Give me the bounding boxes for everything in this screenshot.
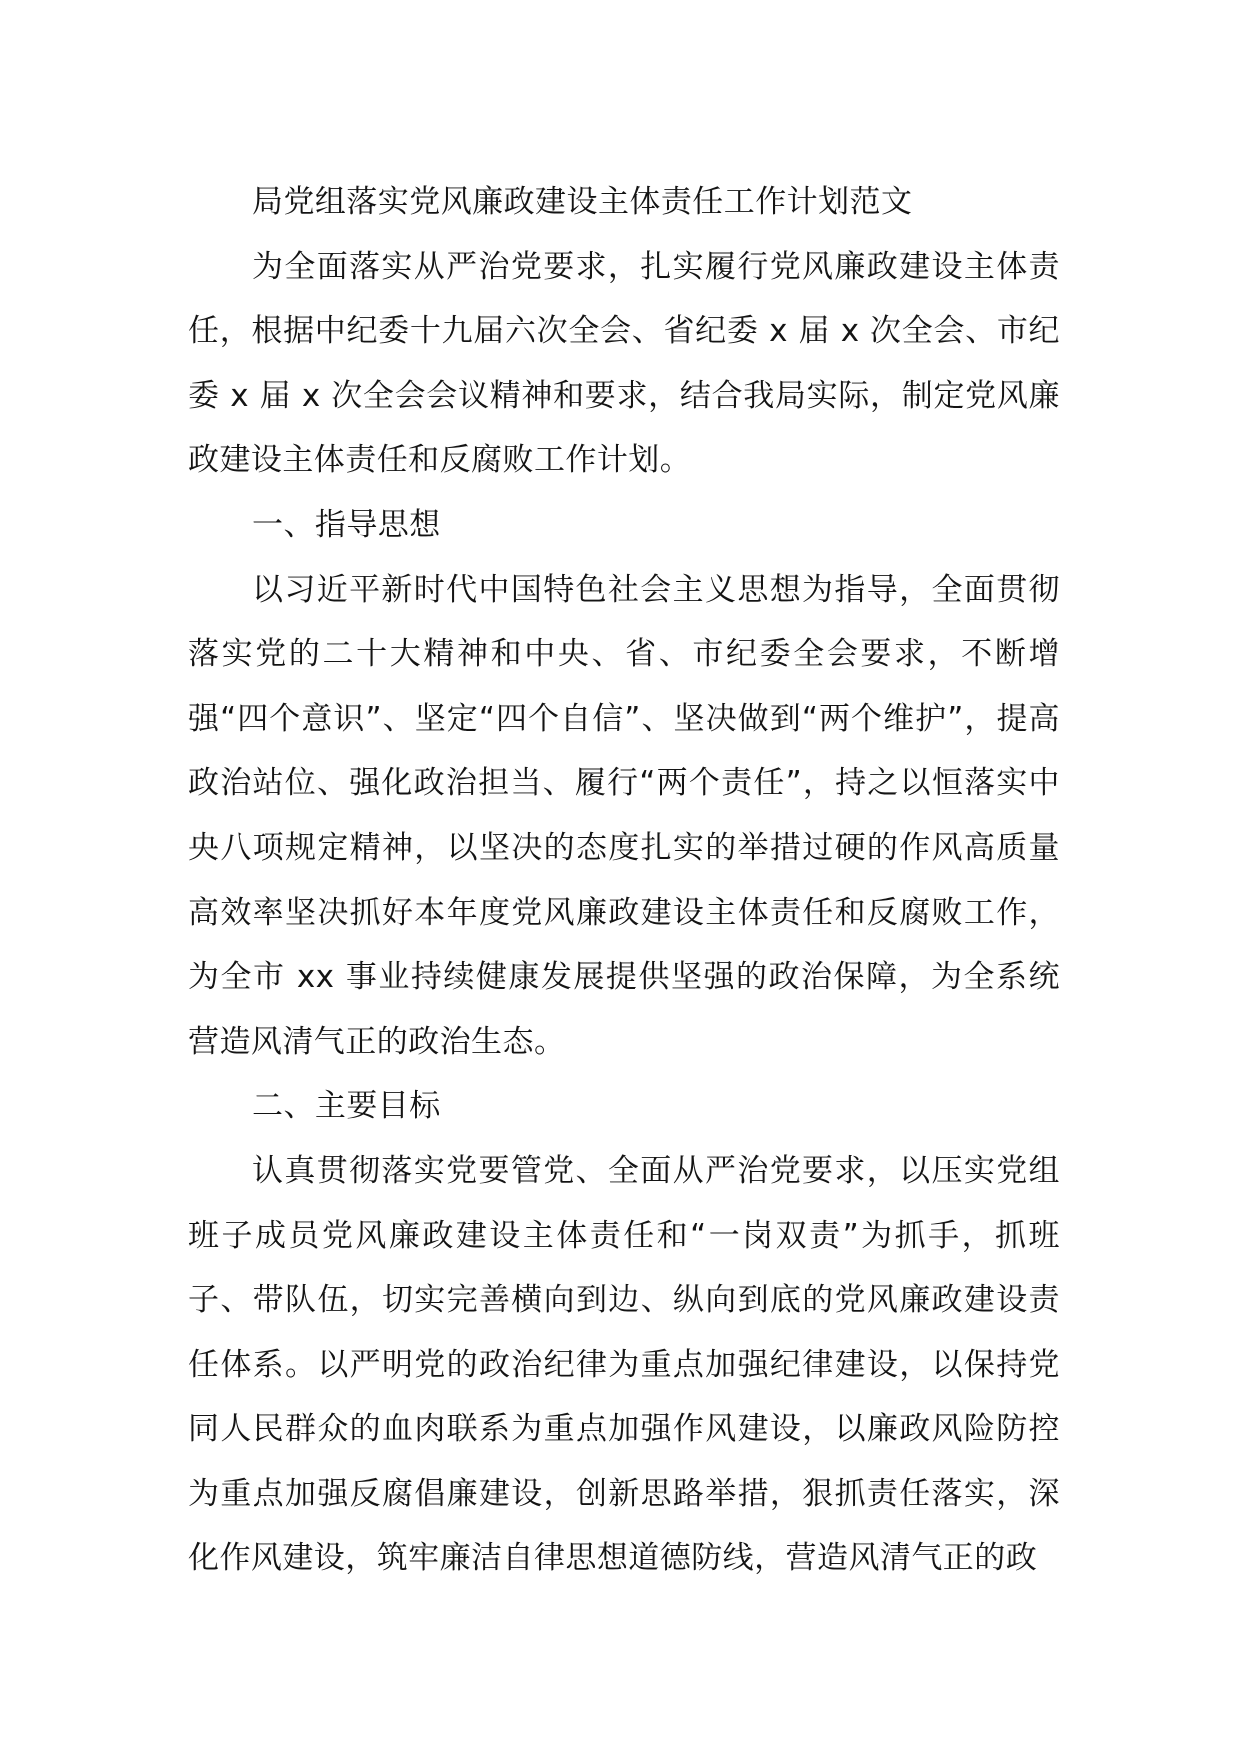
section-heading-guiding-ideology: 一、指导思想 xyxy=(252,506,441,543)
intro-paragraph: 为全面落实从严治党要求，扎实履行党风廉政建设主体责任，根据中纪委十九届六次全会、省纪委 x 届 x 次全会、市纪委 x 届 x 次全会会议精神和要求，结合我局实际，制定党风廉政建设主体责任和反腐败工作计划。 xyxy=(188,248,1060,479)
main-goals-paragraph: 认真贯彻落实党要管党、全面从严治党要求，以压实党组班子成员党风廉政建设主体责任和“一岗双责”为抓手，抓班子、带队伍，切实完善横向到边、纵向到底的党风廉政建设责任体系。以严明党的政治纪律为重点加强纪律建设，以保持党同人民群众的血肉联系为重点加强作风建设，以廉政风险防控为重点加强反腐倡廉建设，创新思路举措，狠抓责任落实，深化作风建设，筑牢廉洁自律思想道德防线，营造风清气正的政 xyxy=(188,1152,1060,1577)
document-title: 局党组落实党风廉政建设主体责任工作计划范文 xyxy=(252,184,913,220)
document-body xyxy=(188,170,1060,1591)
section-heading-main-goals: 二、主要目标 xyxy=(252,1088,441,1125)
guiding-ideology-paragraph: 以习近平新时代中国特色社会主义思想为指导，全面贯彻落实党的二十大精神和中央、省、市纪委全会要求，不断增强“四个意识”、坚定“四个自信”、坚决做到“两个维护”，提高政治站位、强化政治担当、履行“两个责任”，持之以恒落实中央八项规定精神，以坚决的态度扎实的举措过硬的作风高质量高效率坚决抓好本年度党风廉政建设主体责任和反腐败工作，为全市 xx 事业持续健康发展提供坚强的政治保障，为全系统营造风清气正的政治生态。 xyxy=(188,571,1060,1060)
